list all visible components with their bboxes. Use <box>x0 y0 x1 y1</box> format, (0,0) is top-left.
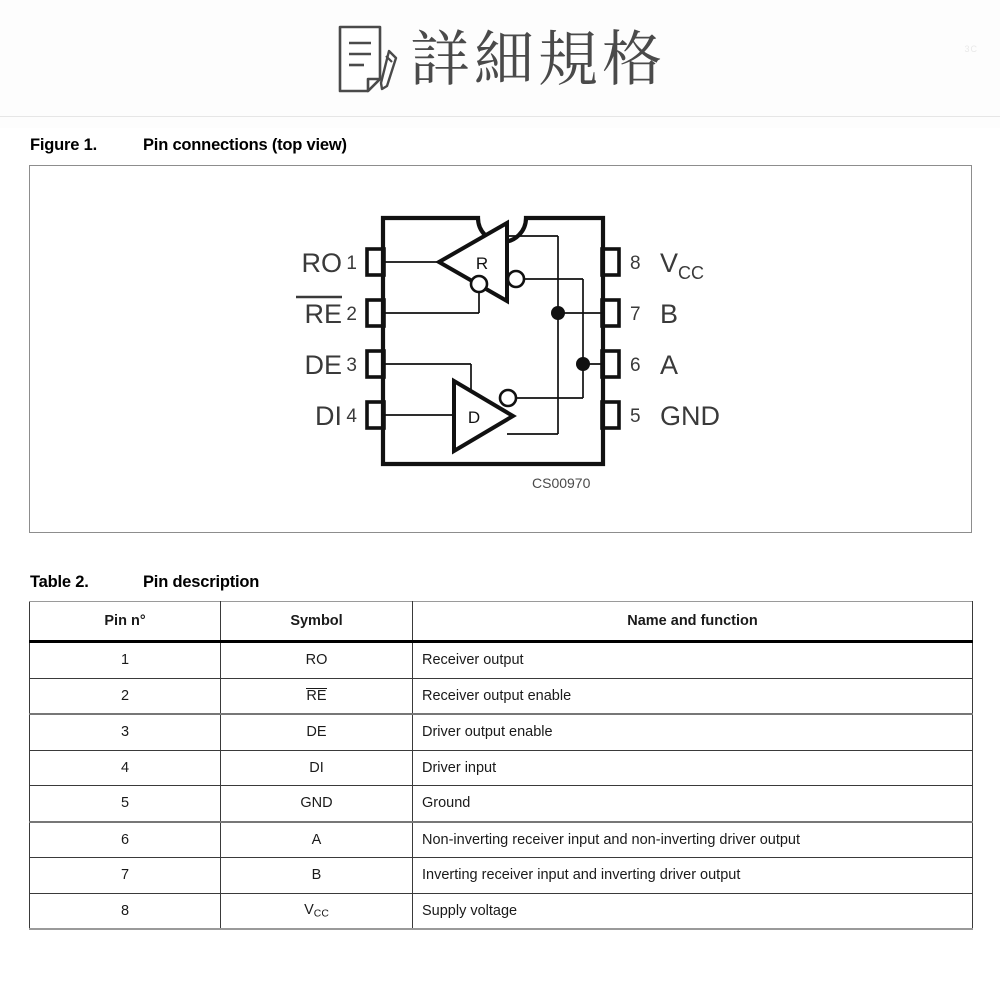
column-header-name: Name and function <box>413 602 973 642</box>
cell-symbol: GND <box>221 786 413 822</box>
pin-number-6: 6 <box>630 355 641 376</box>
cell-pin-number: 3 <box>30 714 221 750</box>
cell-description: Inverting receiver input and inverting driver output <box>413 858 973 894</box>
cell-pin-number: 2 <box>30 678 221 714</box>
banner-watermark: 3C <box>964 44 978 54</box>
cell-symbol: RO <box>221 642 413 679</box>
figure-frame <box>29 165 972 533</box>
symbol-subscript: CC <box>313 908 329 920</box>
driver-symbol <box>454 381 516 451</box>
cell-description: Receiver output enable <box>413 678 973 714</box>
figure-caption <box>30 136 347 155</box>
column-header-pin: Pin n° <box>30 602 221 642</box>
cell-symbol: B <box>221 858 413 894</box>
table-caption <box>30 573 259 592</box>
pin-label-ro: RO <box>301 248 342 278</box>
table-row <box>30 893 973 929</box>
pin-connection-diagram <box>30 166 971 532</box>
table-row <box>30 750 973 786</box>
table-caption-text: Pin description <box>143 573 260 591</box>
table-header-row <box>30 602 973 642</box>
pin-number-3: 3 <box>346 355 357 376</box>
cell-symbol <box>221 678 413 714</box>
cell-symbol: $V_{CC}$ <box>221 893 413 929</box>
cell-pin-number: 1 <box>30 642 221 679</box>
pin-label-vcc: $V_{CC}$ <box>660 248 705 283</box>
overlined-symbol: RE <box>306 687 327 704</box>
pin-label-di: DI <box>315 401 342 431</box>
table-row <box>30 714 973 750</box>
figure-caption-text: Pin connections (top view) <box>143 136 347 154</box>
diagram-id-label: CS00970 <box>532 475 591 491</box>
pin-number-7: 7 <box>630 304 641 325</box>
svg-text:D: D <box>467 408 481 427</box>
table-row <box>30 858 973 894</box>
pin-number-5: 5 <box>630 406 641 427</box>
figure-caption-label: Figure 1. <box>30 136 97 154</box>
pin-label-b: B <box>660 299 679 329</box>
banner-divider <box>0 116 1000 117</box>
svg-text:R: R <box>475 254 489 273</box>
table-row <box>30 822 973 858</box>
cell-pin-number: 6 <box>30 822 221 858</box>
cell-symbol: A <box>221 822 413 858</box>
cell-description: Supply voltage <box>413 893 973 929</box>
cell-description: Driver input <box>413 750 973 786</box>
cell-description: Ground <box>413 786 973 822</box>
table-caption-label: Table 2. <box>30 573 89 591</box>
table-row <box>30 786 973 822</box>
pin-number-2: 2 <box>346 304 357 325</box>
pin-label-de: DE <box>304 350 342 380</box>
banner-content <box>334 23 666 97</box>
cell-pin-number: 4 <box>30 750 221 786</box>
cell-symbol: DE <box>221 714 413 750</box>
cell-symbol: DI <box>221 750 413 786</box>
column-header-symbol: Symbol <box>221 602 413 642</box>
cell-pin-number: 5 <box>30 786 221 822</box>
cell-description: Non-inverting receiver input and non-inverting driver output <box>413 822 973 858</box>
page-banner <box>0 0 1000 128</box>
cell-pin-number: 8 <box>30 893 221 929</box>
pin-number-1: 1 <box>346 253 357 274</box>
table-row <box>30 678 973 714</box>
pin-label-re: RE <box>304 299 342 329</box>
table-row <box>30 642 973 679</box>
cell-pin-number: 7 <box>30 858 221 894</box>
pin-number-8: 8 <box>630 253 641 274</box>
cell-description: Receiver output <box>413 642 973 679</box>
pin-description-table <box>29 601 973 930</box>
receiver-symbol <box>439 223 524 301</box>
document-with-pen-icon <box>334 23 404 97</box>
cell-description: Driver output enable <box>413 714 973 750</box>
pin-number-4: 4 <box>346 406 357 427</box>
pin-label-gnd: GND <box>660 401 720 431</box>
pin-label-a: A <box>660 350 679 380</box>
banner-title: 詳細規格 <box>410 25 666 95</box>
